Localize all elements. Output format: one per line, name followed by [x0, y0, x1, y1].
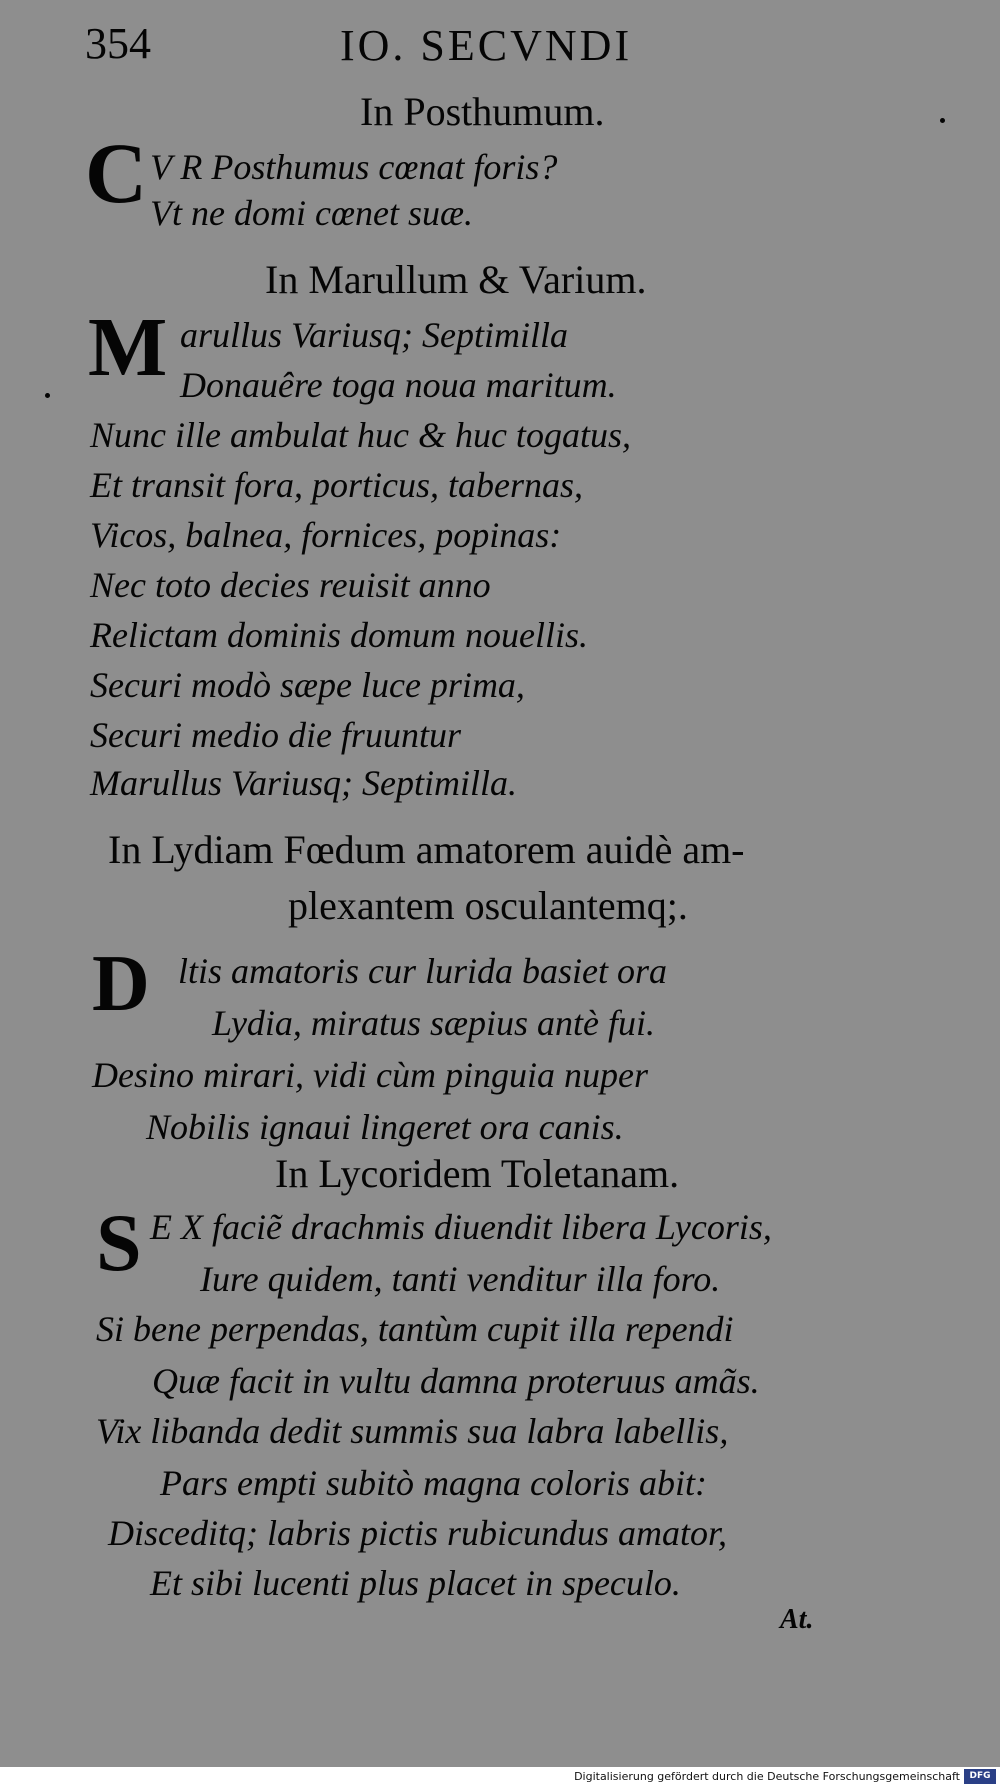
poem-title: In Lycoridem Toletanam. [275, 1151, 680, 1196]
poem-title: In Marullum & Varium. [265, 257, 647, 302]
poem-title: In Posthumum. [360, 89, 605, 134]
poem-title: In Lydiam Fœdum amatorem auidè am- [108, 827, 745, 872]
drop-cap: C [85, 125, 148, 221]
verse-line: Si bene perpendas, tantùm cupit illa rependi [96, 1309, 734, 1349]
page-header [85, 18, 705, 78]
verse-line: Desino mirari, vidi cùm pinguia nuper [92, 1055, 648, 1095]
verse-line: Marullus Variusq; Septimilla. [90, 763, 518, 803]
verse-line: arullus Variusq; Septimilla [180, 315, 569, 355]
verse-line: Pars empti subitò magna coloris abit: [160, 1463, 707, 1503]
verse-line: Iure quidem, tanti venditur illa foro. [200, 1259, 721, 1299]
verse-line: Et transit fora, porticus, tabernas, [90, 465, 584, 505]
verse-line: Et sibi lucenti plus placet in speculo. [150, 1563, 681, 1603]
dfg-logo: DFG [964, 1769, 996, 1784]
drop-cap: S [96, 1197, 142, 1288]
drop-cap: M [88, 301, 168, 394]
verse-line: Vt ne domi cœnet suæ. [150, 193, 473, 233]
verse-line: Vix libanda dedit summis sua labra labellis, [96, 1411, 729, 1451]
drop-cap: D [92, 940, 150, 1028]
verse-line: Nobilis ignaui lingeret ora canis. [146, 1107, 624, 1147]
verse-line: Quæ facit in vultu damna proteruus amãs. [152, 1361, 760, 1401]
verse-line: Securi modò sæpe luce prima, [90, 665, 525, 705]
verse-line: Lydia, miratus sæpius antè fui. [212, 1003, 655, 1043]
running-head: IO. SECVNDI [340, 21, 633, 70]
catchword: At. [780, 1604, 814, 1635]
verse-line: Disceditq; labris pictis rubicundus amator, [108, 1513, 727, 1553]
verse-line: ltis amatoris cur lurida basiet ora [178, 951, 668, 991]
funding-note: Digitalisierung gefördert durch die Deutsche Forschungsgemeinschaft [574, 1770, 960, 1783]
digitization-footer [0, 1767, 1000, 1787]
verse-line: Vicos, balnea, fornices, popinas: [90, 515, 562, 555]
verse-line: Donauêre toga noua maritum. [180, 365, 617, 405]
verse-line: Nunc ille ambulat huc & huc togatus, [90, 415, 631, 455]
verse-line: V R Posthumus cœnat foris? [150, 147, 558, 187]
verse-line: Nec toto decies reuisit anno [90, 565, 491, 605]
verse-line: Securi medio die fruuntur [90, 715, 461, 755]
ink-speck [45, 393, 50, 398]
poem-title-continued: plexantem osculantemq;. [288, 883, 688, 928]
verse-line: E X faciẽ drachmis diuendit libera Lycoris, [150, 1207, 772, 1247]
page-number: 354 [85, 19, 151, 68]
ink-speck [940, 118, 945, 123]
verse-line: Relictam dominis domum nouellis. [90, 615, 588, 655]
